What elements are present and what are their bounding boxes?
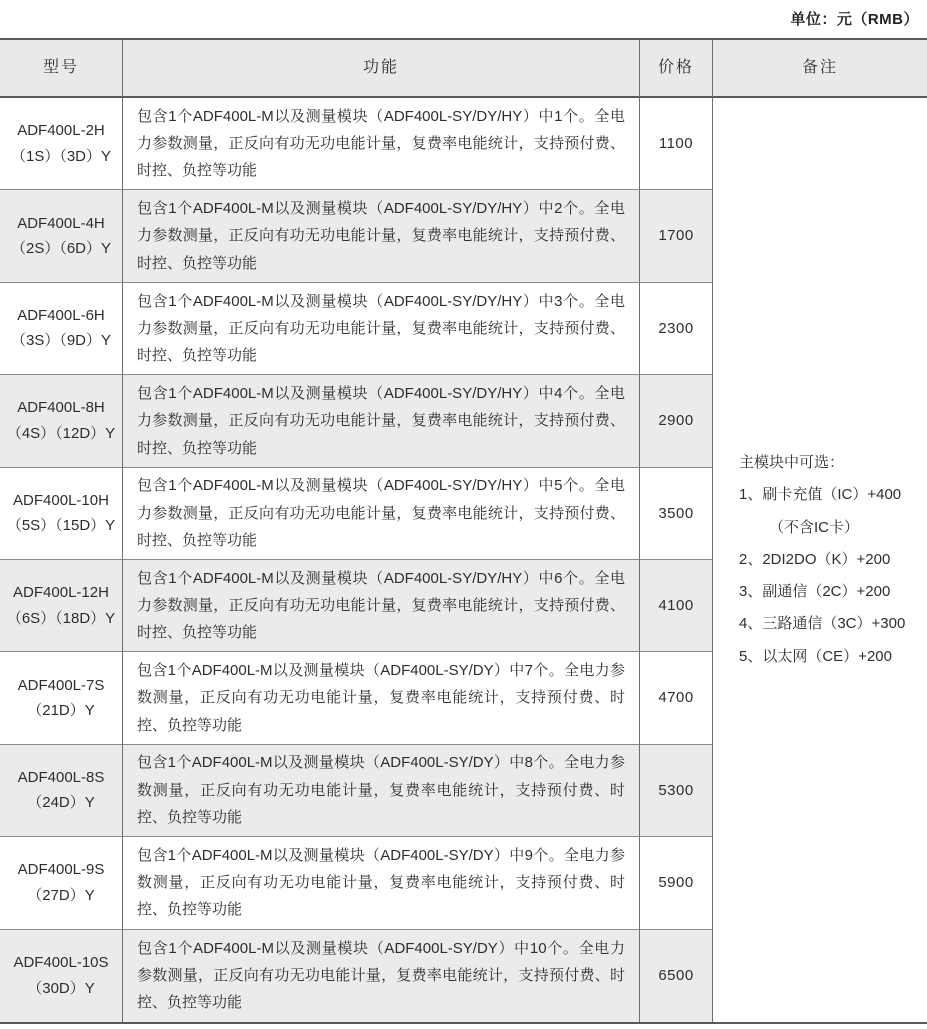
model-cell [0, 468, 123, 560]
remark-title: 主模块中可选： [739, 454, 845, 472]
model-cell [0, 190, 123, 282]
model-line2: （5S）（15D）Y [6, 517, 116, 535]
model-line1: ADF400L-8H [17, 399, 105, 417]
function-cell: 包含1个ADF400L-M以及测量模块（ADF400L-SY/DY）中7个。全电力参数测量，正反向有功无功电能计量，复费率电能统计，支持预付费、时控、负控等功能 [123, 652, 640, 744]
remark-cell [713, 98, 927, 1022]
price-table [0, 38, 927, 1024]
model-line1: ADF400L-10H [13, 491, 109, 509]
model-cell [0, 652, 123, 744]
model-cell [0, 560, 123, 652]
function-cell: 包含1个ADF400L-M以及测量模块（ADF400L-SY/DY/HY）中5个。全电力参数测量，正反向有功无功电能计量，复费率电能统计，支持预付费、时控、负控等功能 [123, 468, 640, 560]
price-cell: 4100 [640, 560, 713, 652]
header-function: 功能 [123, 40, 640, 98]
model-cell [0, 745, 123, 837]
function-cell: 包含1个ADF400L-M以及测量模块（ADF400L-SY/DY/HY）中6个。全电力参数测量，正反向有功无功电能计量，复费率电能统计，支持预付费、时控、负控等功能 [123, 560, 640, 652]
model-line2: （2S）（6D）Y [10, 240, 112, 258]
model-line2: （27D）Y [27, 886, 95, 904]
price-cell: 3500 [640, 468, 713, 560]
model-cell [0, 283, 123, 375]
remark-item: 4、三路通信（3C）+300 [739, 615, 906, 633]
model-line2: （21D）Y [27, 702, 95, 720]
model-line2: （4S）（12D）Y [6, 424, 116, 442]
header-model: 型号 [0, 40, 123, 98]
model-line1: ADF400L-10S [13, 954, 109, 972]
price-cell: 6500 [640, 930, 713, 1022]
model-line1: ADF400L-12H [13, 584, 109, 602]
price-cell: 1700 [640, 190, 713, 282]
model-cell [0, 837, 123, 929]
function-cell: 包含1个ADF400L-M以及测量模块（ADF400L-SY/DY/HY）中1个。全电力参数测量，正反向有功无功电能计量，复费率电能统计，支持预付费、时控、负控等功能 [123, 98, 640, 190]
model-cell [0, 98, 123, 190]
price-cell: 4700 [640, 652, 713, 744]
remark-item: 2、2DI2DO（K）+200 [739, 550, 891, 568]
header-price: 价格 [640, 40, 713, 98]
function-cell: 包含1个ADF400L-M以及测量模块（ADF400L-SY/DY/HY）中4个。全电力参数测量，正反向有功无功电能计量，复费率电能统计，支持预付费、时控、负控等功能 [123, 375, 640, 467]
model-line2: （30D）Y [27, 979, 95, 997]
remark-item: （不含IC卡） [769, 518, 860, 536]
model-line2: （3S）（9D）Y [10, 332, 112, 350]
unit-label: 单位：元（RMB） [790, 11, 919, 28]
model-line2: （24D）Y [27, 794, 95, 812]
price-cell: 1100 [640, 98, 713, 190]
remark-item: 1、刷卡充值（IC）+400 [739, 486, 902, 504]
price-cell: 2900 [640, 375, 713, 467]
model-line2: （1S）（3D）Y [10, 147, 112, 165]
model-cell [0, 375, 123, 467]
function-cell: 包含1个ADF400L-M以及测量模块（ADF400L-SY/DY/HY）中3个。全电力参数测量，正反向有功无功电能计量，复费率电能统计，支持预付费、时控、负控等功能 [123, 283, 640, 375]
function-cell: 包含1个ADF400L-M以及测量模块（ADF400L-SY/DY）中10个。全电力参数测量，正反向有功无功电能计量，复费率电能统计，支持预付费、时控、负控等功能 [123, 930, 640, 1022]
price-cell: 5300 [640, 745, 713, 837]
remark-item: 5、以太网（CE）+200 [739, 647, 892, 665]
model-line1: ADF400L-6H [17, 306, 105, 324]
model-line2: （6S）（18D）Y [6, 609, 116, 627]
model-line1: ADF400L-8S [17, 768, 105, 786]
function-cell: 包含1个ADF400L-M以及测量模块（ADF400L-SY/DY）中8个。全电力参数测量，正反向有功无功电能计量，复费率电能统计，支持预付费、时控、负控等功能 [123, 745, 640, 837]
price-cell: 5900 [640, 837, 713, 929]
price-cell: 2300 [640, 283, 713, 375]
model-line1: ADF400L-2H [17, 122, 105, 140]
model-line1: ADF400L-7S [17, 676, 105, 694]
remark-item: 3、副通信（2C）+200 [739, 583, 891, 601]
model-cell [0, 930, 123, 1022]
header-remark: 备注 [713, 40, 927, 98]
function-cell: 包含1个ADF400L-M以及测量模块（ADF400L-SY/DY）中9个。全电力参数测量，正反向有功无功电能计量，复费率电能统计，支持预付费、时控、负控等功能 [123, 837, 640, 929]
function-cell: 包含1个ADF400L-M以及测量模块（ADF400L-SY/DY/HY）中2个。全电力参数测量，正反向有功无功电能计量，复费率电能统计，支持预付费、时控、负控等功能 [123, 190, 640, 282]
model-line1: ADF400L-4H [17, 214, 105, 232]
model-line1: ADF400L-9S [17, 861, 105, 879]
